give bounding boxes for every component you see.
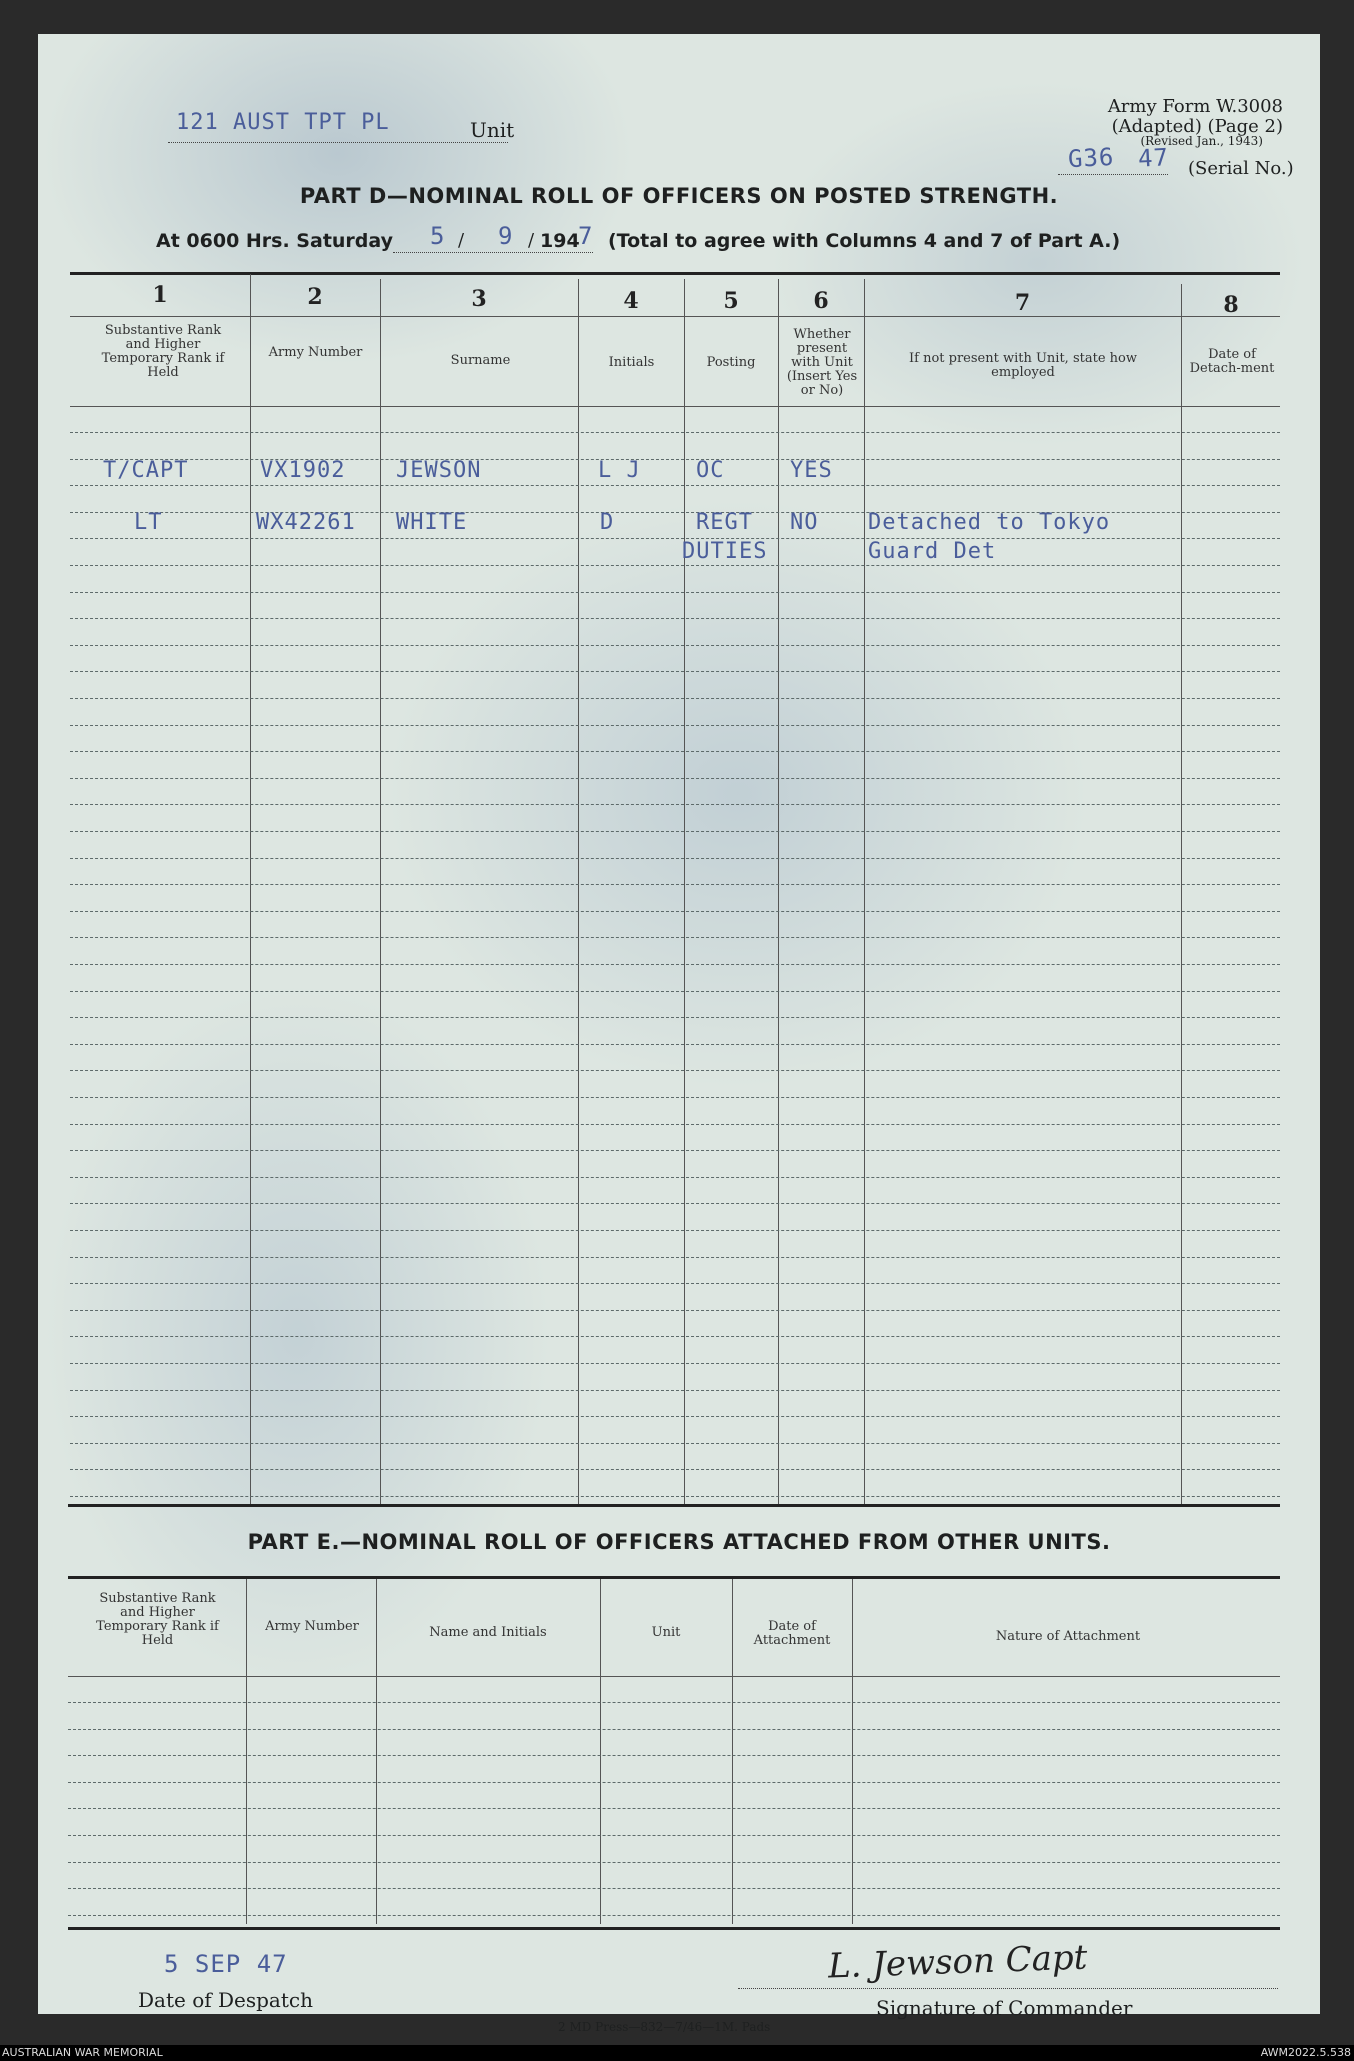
hdr-rank: Substantive Rank and Higher Temporary Rank if Held: [101, 323, 225, 380]
hdr-employed: If not present with Unit, state how employed: [909, 351, 1137, 380]
part-e-top-rule: [68, 1576, 1280, 1579]
ruled-line: [70, 1283, 1280, 1284]
row1-initials: L J: [598, 458, 641, 483]
despatch-date: 5 SEP 47: [164, 1950, 288, 1978]
ruled-line: [70, 645, 1280, 646]
form-page: 121 AUST TPT PL Unit Army Form W.3008 (Adapted) (Page 2) (Revised Jan., 1943) G36 47 (Serial No.) PART D—NOMINAL ROLL OF OFFICERS ON POSTED STRENGTH. At 0600 Hrs. Saturday 5 / 9 / 194 7 (Total to agree with Columns 4 and 7 of Part A.) 1 2 3 4 5 6 7 8 Substantive Rank and Higher Temporary Rank if Held Army Number Surname Initials Posting Whether present with Unit (Insert Yes or No) If not present with Unit, state how employed Date of Detach-ment T/CAPT VX1902 JEWSON L J OC YES LT WX42261 WHITE D REGT DUTIES NO Detached to Tokyo Guard Det PART E.—NOMINAL ROLL OF OFFICERS ATTACHED FROM OTHER UNITS. Substantive Rank and Higher Temporary Rank if Held Army Number Name and Initials Unit Date of Attachment Nature of Attachment 5 SEP 47 Date of Despatch L. Jewson Capt Signature of Commander 2 MD Press—832—7/46—1M. Pads: [38, 34, 1320, 2014]
ruled-line: [70, 884, 1280, 885]
col-num-5: 5: [723, 288, 739, 314]
ruled-line: [70, 911, 1280, 912]
ruled-line: [70, 804, 1280, 805]
hdr-initials: Initials: [608, 355, 655, 370]
ruled-line: [70, 1416, 1280, 1417]
press-note: 2 MD Press—832—7/46—1M. Pads: [558, 2020, 771, 2034]
e-hdr-rank: Substantive Rank and Higher Temporary Rank if Held: [96, 1591, 219, 1648]
part-d-bottom-rule: [68, 1504, 1280, 1507]
row2-surname: WHITE: [396, 510, 468, 535]
ruled-line: [70, 1230, 1280, 1231]
date-year-digit: 7: [578, 222, 594, 250]
ruled-line: [70, 592, 1280, 593]
ruled-line: [68, 1729, 1280, 1730]
hdr-posting: Posting: [706, 355, 756, 370]
hdr-detachment: Date of Detach-ment: [1189, 347, 1275, 376]
col-num-3: 3: [471, 286, 487, 312]
ruled-line: [70, 1469, 1280, 1470]
ruled-line: [68, 1755, 1280, 1756]
total-note: (Total to agree with Columns 4 and 7 of Part A.): [608, 230, 1121, 252]
e-hdr-unit: Unit: [651, 1625, 681, 1640]
ruled-line: [70, 991, 1280, 992]
ruled-line: [68, 1808, 1280, 1809]
part-d-top-rule: [70, 272, 1280, 275]
serial-underline: [1058, 174, 1168, 175]
hdr-army-number: Army Number: [268, 345, 363, 360]
ruled-line: [68, 1862, 1280, 1863]
row2-initials: D: [600, 510, 615, 535]
row2-employed: Detached to Tokyo: [868, 510, 1111, 535]
row2-posting: REGT: [696, 510, 753, 535]
ruled-line: [70, 1097, 1280, 1098]
row2-number: WX42261: [256, 510, 356, 535]
row2-present: NO: [790, 510, 819, 535]
ruled-line: [70, 698, 1280, 699]
e-hdr-army-number: Army Number: [265, 1619, 359, 1634]
row1-rank: T/CAPT: [103, 458, 189, 483]
ruled-line: [70, 1203, 1280, 1204]
row1-number: VX1902: [260, 458, 346, 483]
col-num-1: 1: [152, 282, 168, 308]
ruled-line: [68, 1888, 1280, 1889]
date-year-prefix: 194: [540, 230, 580, 252]
ruled-line: [70, 618, 1280, 619]
ruled-line: [70, 1070, 1280, 1071]
ruled-line: [70, 1363, 1280, 1364]
part-e-title: PART E.—NOMINAL ROLL OF OFFICERS ATTACHED FROM OTHER UNITS.: [247, 1530, 1111, 1554]
row2-rank: LT: [134, 510, 163, 535]
unit-label: Unit: [470, 118, 515, 142]
unit-value: 121 AUST TPT PL: [176, 110, 390, 135]
form-name: Army Form W.3008: [1107, 96, 1283, 117]
row1-present: YES: [790, 458, 833, 483]
ruled-line: [70, 937, 1280, 938]
e-hdr-date: Date of Attachment: [753, 1619, 831, 1648]
ruled-line: [70, 858, 1280, 859]
row1-posting: OC: [696, 458, 725, 483]
col-num-8: 8: [1223, 292, 1239, 318]
ruled-line: [68, 1782, 1280, 1783]
date-underline: [393, 252, 593, 253]
date-day: 5: [430, 222, 446, 250]
hdr-present: Whether present with Unit (Insert Yes or No): [786, 327, 858, 398]
ruled-line: [70, 485, 1280, 486]
unit-underline: [168, 142, 508, 143]
ruled-line: [70, 538, 1280, 539]
ruled-line: [70, 1443, 1280, 1444]
serial-value-2: 47: [1137, 143, 1170, 173]
ruled-line: [68, 1915, 1280, 1916]
e-hdr-name: Name and Initials: [429, 1625, 547, 1640]
ruled-line: [70, 778, 1280, 779]
ruled-line: [70, 432, 1280, 433]
ruled-line: [70, 565, 1280, 566]
at-time-label: At 0600 Hrs. Saturday: [156, 230, 394, 252]
signature-line: [738, 1988, 1278, 1989]
ruled-line: [70, 1336, 1280, 1337]
e-hdr-nature: Nature of Attachment: [995, 1629, 1141, 1644]
ruled-line: [70, 831, 1280, 832]
serial-label: (Serial No.): [1188, 158, 1294, 179]
row2-posting-2: DUTIES: [682, 539, 768, 564]
part-e-bottom-rule: [68, 1927, 1280, 1930]
despatch-label: Date of Despatch: [138, 1988, 313, 2012]
ruled-line: [68, 1835, 1280, 1836]
signature-label: Signature of Commander: [876, 1996, 1133, 2020]
ruled-line: [70, 964, 1280, 965]
row2-employed-2: Guard Det: [868, 539, 997, 564]
archive-left: AUSTRALIAN WAR MEMORIAL: [2, 2046, 163, 2059]
ruled-line: [70, 1150, 1280, 1151]
form-revised: (Revised Jan., 1943): [1140, 134, 1263, 148]
ruled-line: [70, 1177, 1280, 1178]
ruled-line: [70, 459, 1280, 460]
row1-surname: JEWSON: [396, 458, 482, 483]
part-d-title: PART D—NOMINAL ROLL OF OFFICERS ON POSTED STRENGTH.: [299, 184, 1059, 208]
ruled-line: [70, 1017, 1280, 1018]
archive-footer: [0, 2045, 1354, 2061]
ruled-line: [70, 1310, 1280, 1311]
ruled-line: [70, 1124, 1280, 1125]
ruled-line: [70, 1496, 1280, 1497]
ruled-line: [70, 1257, 1280, 1258]
col-num-7: 7: [1014, 290, 1031, 316]
commander-signature: L. Jewson Capt: [827, 1937, 1089, 1987]
ruled-line: [68, 1702, 1280, 1703]
col-num-4: 4: [623, 288, 639, 314]
ruled-line: [70, 725, 1280, 726]
ruled-line: [70, 1390, 1280, 1391]
ruled-line: [70, 1044, 1280, 1045]
hdr-surname: Surname: [450, 353, 511, 368]
form-adapted: (Adapted) (Page 2): [1111, 116, 1283, 137]
archive-right: AWM2022.5.538: [1260, 2046, 1351, 2059]
col-num-2: 2: [307, 284, 323, 310]
ruled-line: [70, 671, 1280, 672]
date-month: 9: [498, 222, 514, 250]
col-num-6: 6: [813, 288, 829, 314]
ruled-line: [70, 751, 1280, 752]
serial-value: G36: [1067, 142, 1116, 174]
